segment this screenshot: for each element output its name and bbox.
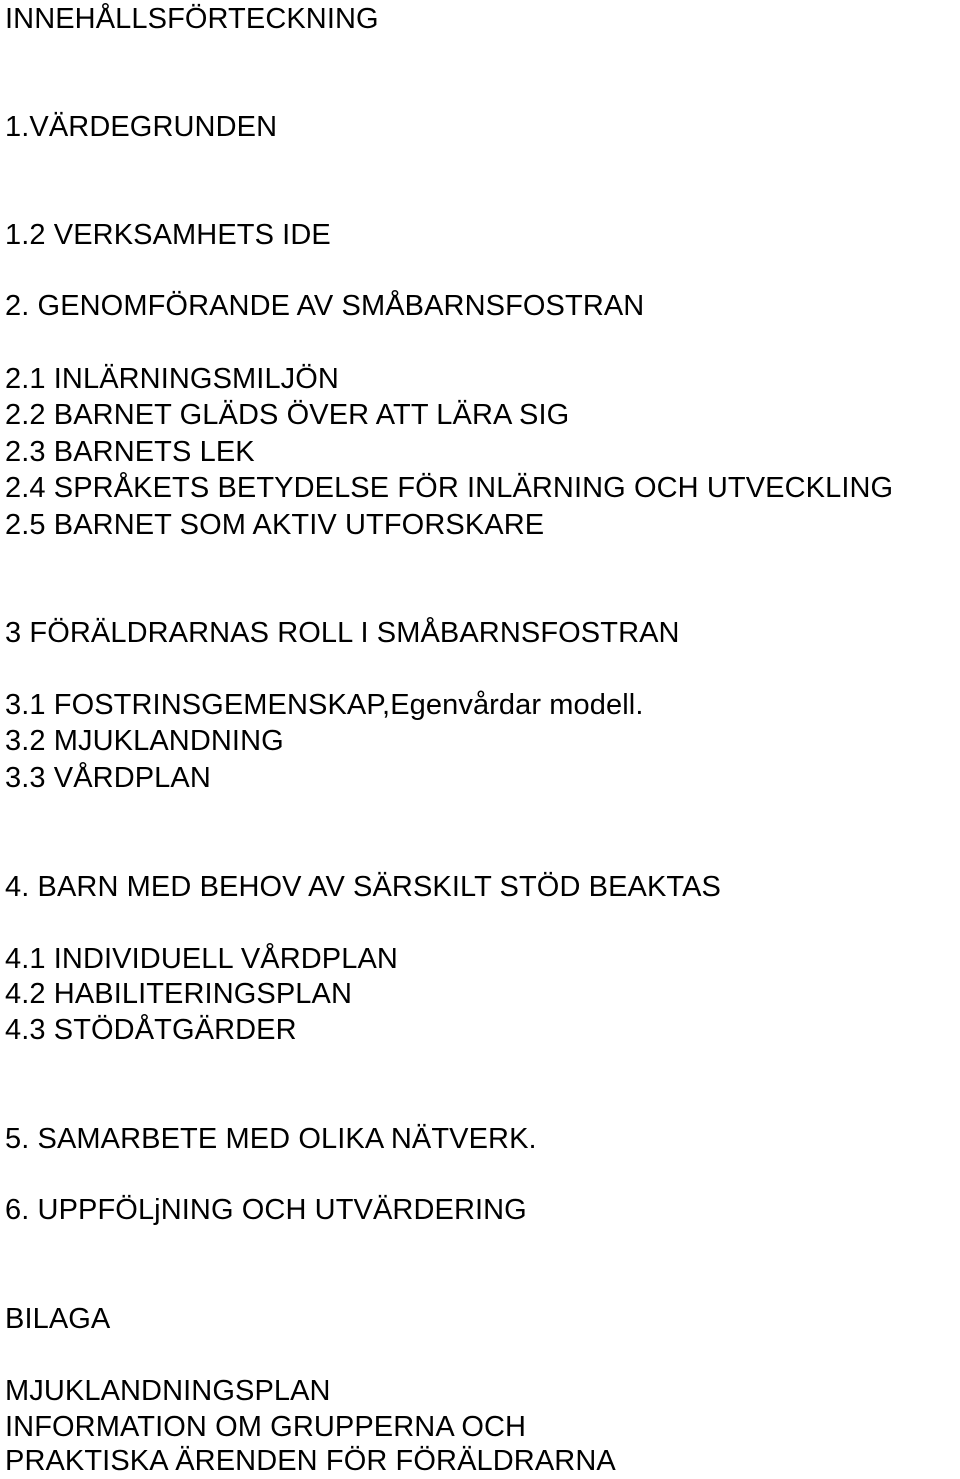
toc-entry-4-1: 4.1 INDIVIDUELL VÅRDPLAN [5,943,398,975]
toc-entry-2: 2. GENOMFÖRANDE AV SMÅBARNSFOSTRAN [5,290,645,322]
toc-entry-1: 1.VÄRDEGRUNDEN [5,111,278,143]
toc-entry-bilaga: BILAGA [5,1303,111,1335]
toc-entry-2-5: 2.5 BARNET SOM AKTIV UTFORSKARE [5,509,545,541]
toc-entry-3-1: 3.1 FOSTRINSGEMENSKAP,Egenvårdar modell. [5,689,644,721]
toc-entry-2-2: 2.2 BARNET GLÄDS ÖVER ATT LÄRA SIG [5,399,570,431]
toc-entry-5: 5. SAMARBETE MED OLIKA NÄTVERK. [5,1123,537,1155]
toc-entry-3: 3 FÖRÄLDRARNAS ROLL I SMÅBARNSFOSTRAN [5,617,680,649]
toc-entry-information: INFORMATION OM GRUPPERNA OCH [5,1411,527,1443]
toc-entry-4-3: 4.3 STÖDÅTGÄRDER [5,1014,297,1046]
toc-entry-2-4: 2.4 SPRÅKETS BETYDELSE FÖR INLÄRNING OCH UTVECKLING [5,472,894,504]
toc-entry-3-3: 3.3 VÅRDPLAN [5,762,211,794]
toc-entry-1-2: 1.2 VERKSAMHETS IDE [5,219,331,251]
toc-entry-4: 4. BARN MED BEHOV AV SÄRSKILT STÖD BEAKTAS [5,871,721,903]
toc-entry-praktiska: PRAKTISKA ÄRENDEN FÖR FÖRÄLDRARNA [5,1445,616,1477]
toc-entry-3-2: 3.2 MJUKLANDNING [5,725,284,757]
toc-entry-2-1: 2.1 INLÄRNINGSMILJÖN [5,363,339,395]
toc-title: INNEHÅLLSFÖRTECKNING [5,3,379,35]
toc-entry-2-3: 2.3 BARNETS LEK [5,436,255,468]
toc-entry-6: 6. UPPFÖLjNING OCH UTVÄRDERING [5,1194,527,1226]
toc-entry-mjuklandningsplan: MJUKLANDNINGSPLAN [5,1375,331,1407]
toc-entry-4-2: 4.2 HABILITERINGSPLAN [5,978,352,1010]
